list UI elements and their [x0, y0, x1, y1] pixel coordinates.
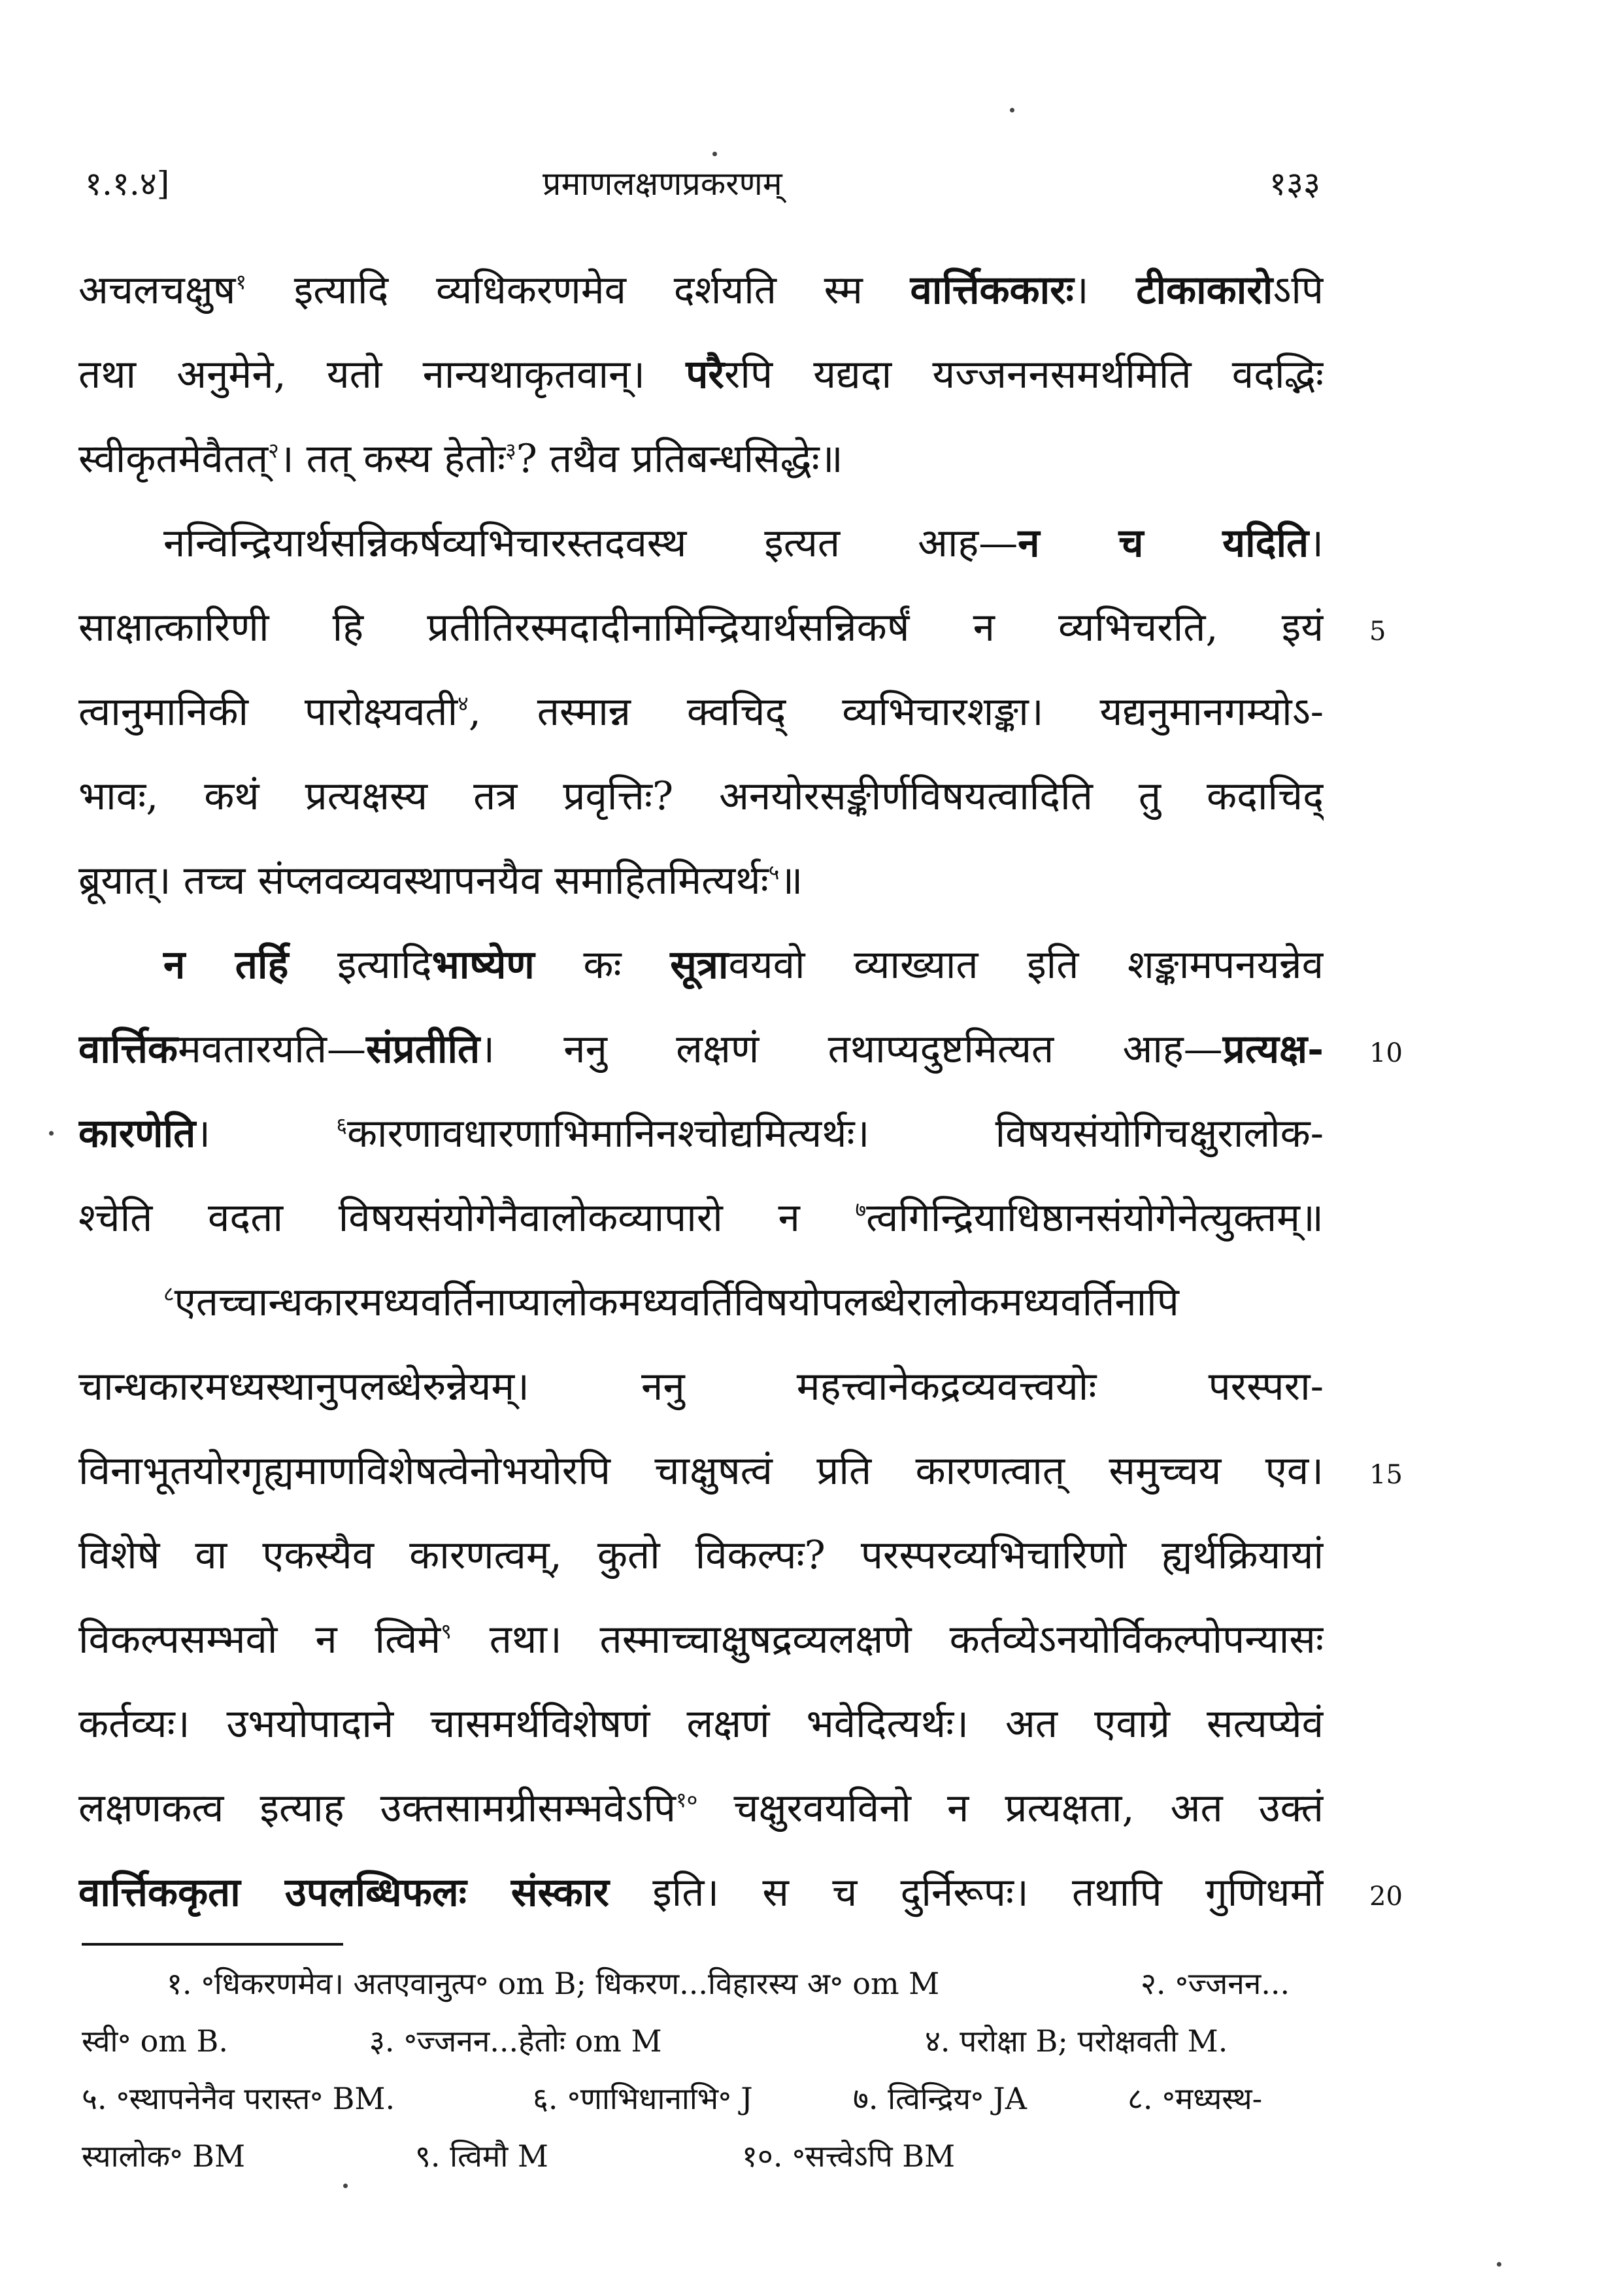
- text-line: साक्षात्कारिणी हि प्रतीतिरस्मदादीनामिन्द्रियार्थसन्निकर्षं न व्यभिचरति, इयं: [78, 605, 1324, 650]
- bold-term: वार्त्तिक: [78, 1026, 178, 1072]
- footnote-entry: ८. ॰मध्यस्थ-: [1128, 2081, 1263, 2116]
- footnote-entry: स्यालोक॰ BM: [82, 2138, 246, 2174]
- text-line: न तर्हि इत्यादिभाष्येण कः सूत्रावयवो व्याख्यात इति शङ्कामपनयन्नेव: [163, 942, 1324, 988]
- bold-term: परै: [686, 352, 724, 397]
- footnote-entry: ५. ॰स्थापनेनैव परास्त॰ BM.: [82, 2081, 395, 2116]
- footnote-entry: स्वी॰ om B.: [82, 2023, 228, 2059]
- page-number: १३३: [1269, 165, 1320, 203]
- footnote-marker: ९: [441, 1619, 452, 1644]
- line-number: 10: [1369, 1038, 1403, 1068]
- text-line: विकल्पसम्भवो न त्विमे$^९$ तथा। तस्माच्चाक्षुषद्रव्यलक्षणे कर्तव्येऽनयोर्विकल्पोपन्यासः: [78, 1617, 1324, 1663]
- scan-speck: [343, 2184, 348, 2188]
- footnote-line: [82, 2012, 1311, 2070]
- running-head: [78, 160, 1320, 212]
- scan-speck: [1010, 108, 1014, 112]
- bold-term: न च यदिति: [1018, 520, 1309, 566]
- text-line: वार्त्तिकमवतारयति—संप्रतीति। ननु लक्षणं तथाप्यदुष्टमित्यत आह—प्रत्यक्ष-: [78, 1026, 1324, 1072]
- bold-term: प्रत्यक्ष-: [1222, 1026, 1324, 1072]
- footnote-entry: ७. त्विन्द्रिय॰ JA: [853, 2081, 1027, 2116]
- footnote-marker: ४: [458, 691, 469, 716]
- bold-term: कारणेति: [78, 1111, 196, 1156]
- bold-term: टीकाकारो: [1136, 267, 1273, 313]
- footnote-marker: ६: [336, 1113, 347, 1138]
- bold-term: न तर्हि: [163, 942, 289, 988]
- text-line: स्वीकृतमेवैतत्$^२$। तत् कस्य हेतोः$^३$? तथैव प्रतिबन्धसिद्धेः॥: [78, 436, 843, 482]
- footnote-entry: १. ॰धिकरणमेव। अतएवानुत्प॰ om B; धिकरण...विहारस्य अ॰ om M: [167, 1966, 940, 2001]
- section-number: १.१.४]: [85, 165, 170, 203]
- footnote-line: [82, 1955, 1311, 2012]
- footnote-marker: ७: [855, 1197, 867, 1222]
- text-line: ब्रूयात्। तच्च संप्लवव्यवस्थापनयैव समाहितमित्यर्थः$^५$॥: [78, 858, 803, 903]
- footnote-entry: ३. ॰ज्जनन...हेतोः om M: [369, 2023, 662, 2059]
- text-line: अचलचक्षुष$^१$ इत्यादि व्यधिकरणमेव दर्शयति स्म वार्त्तिककारः। टीकाकारोऽपि: [78, 267, 1324, 313]
- main-text: [78, 248, 1324, 1935]
- bold-term: भाष्येण: [431, 942, 535, 988]
- text-line: लक्षणकत्व इत्याह उक्तसामग्रीसम्भवेऽपि$^{१०}$ चक्षुरवयविनो न प्रत्यक्षता, अत उक्तं: [78, 1785, 1324, 1831]
- scan-speck: [49, 1131, 54, 1136]
- text-line: तथा अनुमेने, यतो नान्यथाकृतवान्। परैरपि यद्यदा यज्जननसमर्थमिति वदद्भिः: [78, 352, 1324, 397]
- footnote-line: [82, 2070, 1311, 2127]
- text-line: भावः, कथं प्रत्यक्षस्य तत्र प्रवृत्तिः? अनयोरसङ्कीर्णविषयत्वादिति तु कदाचिद्: [78, 773, 1324, 819]
- line-number: 20: [1369, 1882, 1403, 1912]
- footnote-marker: २: [268, 438, 279, 463]
- text-line: $^८$एतच्चान्धकारमध्यवर्तिनाप्यालोकमध्यवर्तिविषयोपलब्धेरालोकमध्यवर्तिनापि: [163, 1279, 1179, 1325]
- footnote-entry: ६. ॰णाभिधानाभि॰ J: [533, 2081, 753, 2116]
- bold-term: वार्त्तिककृता उपलब्धिफलः संस्कार: [78, 1870, 609, 1916]
- scan-speck: [1497, 2262, 1501, 2267]
- chapter-title: प्रमाणलक्षणप्रकरणम्: [543, 165, 782, 203]
- bold-term: संप्रतीति: [366, 1026, 480, 1072]
- footnotes: [82, 1955, 1311, 2185]
- text-line: विशेषे वा एकस्यैव कारणत्वम्, कुतो विकल्पः? परस्परव्यभिचारिणो ह्यर्थक्रियायां: [78, 1532, 1324, 1578]
- footnote-marker: १: [235, 269, 247, 294]
- footnote-entry: २. ॰ज्जनन...: [1141, 1966, 1290, 2001]
- footnote-rule: [82, 1943, 343, 1946]
- line-number: 5: [1369, 616, 1386, 647]
- text-line: विनाभूतयोरगृह्यमाणविशेषत्वेनोभयोरपि चाक्षुषत्वं प्रति कारणत्वात् समुच्चय एव।: [78, 1448, 1324, 1494]
- text-line: कारणेति। $^६$कारणावधारणाभिमानिनश्चोद्यमित्यर्थः। विषयसंयोगिचक्षुरालोक-: [78, 1111, 1324, 1156]
- text-line: श्चेति वदता विषयसंयोगेनैवालोकव्यापारो न $^७$त्वगिन्द्रियाधिष्ठानसंयोगेनेत्युक्तम्॥: [78, 1195, 1324, 1241]
- footnote-marker: ८: [163, 1281, 175, 1306]
- footnote-entry: १०. ॰सत्त्वेऽपि BM: [742, 2138, 956, 2174]
- footnote-marker: ३: [505, 438, 516, 463]
- footnote-line: [82, 2127, 1311, 2185]
- bold-term: वार्त्तिककारः: [910, 267, 1074, 313]
- text-line: वार्त्तिककृता उपलब्धिफलः संस्कार इति। स च दुर्निरूपः। तथापि गुणिधर्मो: [78, 1870, 1324, 1916]
- text-line: त्वानुमानिकी पारोक्ष्यवती$^४$, तस्मान्न क्वचिद् व्यभिचारशङ्का। यद्यनुमानगम्योऽ-: [78, 689, 1324, 735]
- scan-speck: [712, 152, 717, 156]
- text-line: कर्तव्यः। उभयोपादाने चासमर्थविशेषणं लक्षणं भवेदित्यर्थः। अत एवाग्रे सत्यप्येवं: [78, 1701, 1324, 1747]
- bold-term: सूत्रा: [670, 942, 729, 988]
- footnote-entry: ४. परोक्षा B; परोक्षवती M.: [925, 2023, 1228, 2059]
- text-line: चान्धकारमध्यस्थानुपलब्धेरुन्नेयम्। ननु महत्त्वानेकद्रव्यवत्त्वयोः परस्परा-: [78, 1364, 1324, 1410]
- footnote-marker: १०: [675, 1787, 698, 1812]
- line-number: 15: [1369, 1460, 1403, 1490]
- footnote-marker: ५: [768, 860, 780, 885]
- footnote-entry: ९. त्विमौ M: [415, 2138, 548, 2174]
- text-line: नन्विन्द्रियार्थसन्निकर्षव्यभिचारस्तदवस्थ इत्यत आह—न च यदिति।: [163, 520, 1324, 566]
